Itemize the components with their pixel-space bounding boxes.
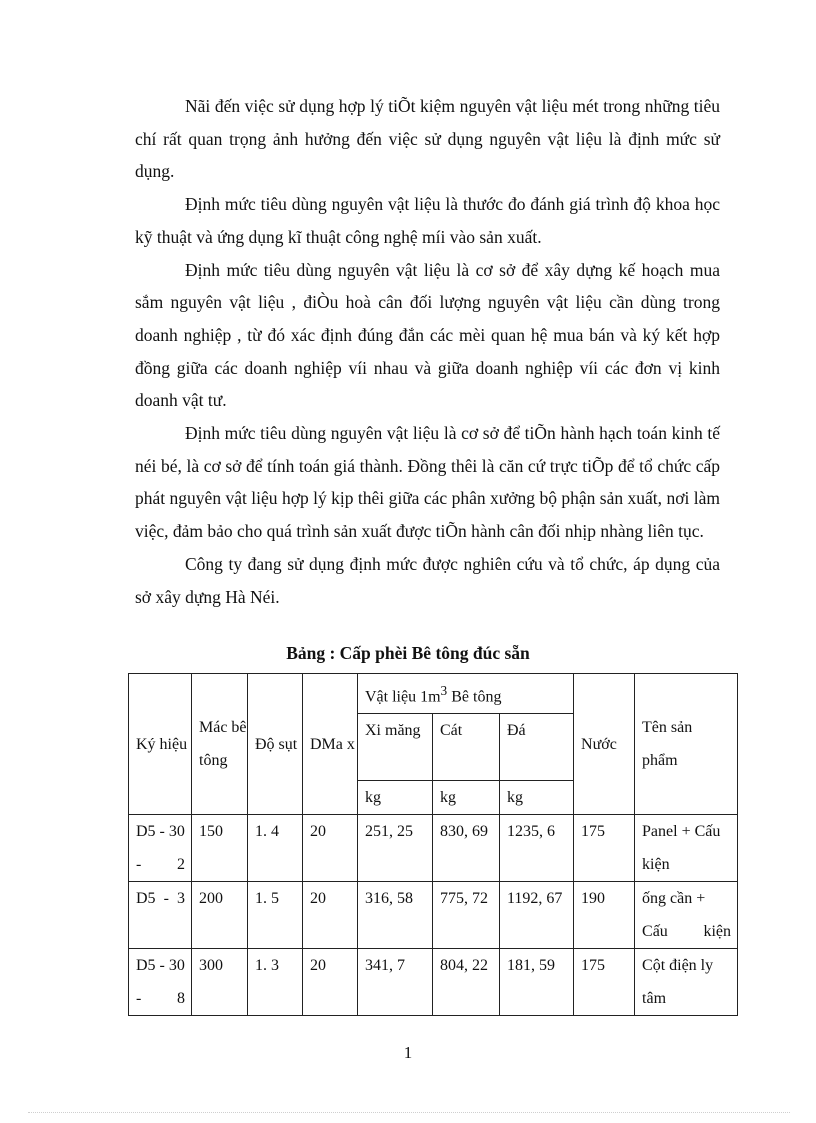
cell-san-pham: Cột điện ly tâm <box>635 949 738 1016</box>
unit-cat: kg <box>433 781 500 815</box>
paragraph-5: Công ty đang sử dụng định mức được nghiên cứu và tổ chức, áp dụng của sở xây dựng Hà Néi. <box>135 553 720 607</box>
unit-da: kg <box>500 781 574 815</box>
table-row <box>129 949 738 1016</box>
cell-do-sut: 1. 5 <box>248 882 303 949</box>
cell-da: 1192, 67 <box>500 882 574 949</box>
header-da: Đá <box>500 714 574 781</box>
cell-xi-mang: 316, 58 <box>358 882 433 949</box>
cell-ky-hieu: D5 - 30 - 8 <box>129 949 192 1016</box>
footer-divider <box>28 1112 790 1113</box>
cell-do-sut: 1. 4 <box>248 815 303 882</box>
cell-mac: 150 <box>192 815 248 882</box>
unit-xi-mang: kg <box>358 781 433 815</box>
cell-mac: 200 <box>192 882 248 949</box>
cell-cat: 804, 22 <box>433 949 500 1016</box>
header-nuoc: Nước <box>574 674 635 815</box>
table-row <box>129 882 738 949</box>
header-cat: Cát <box>433 714 500 781</box>
cell-cat: 830, 69 <box>433 815 500 882</box>
page-number: 1 <box>403 1043 413 1062</box>
cell-dmax: 20 <box>303 815 358 882</box>
cell-nuoc: 175 <box>574 815 635 882</box>
paragraph-2: Định mức tiêu dùng nguyên vật liệu là thước đo đánh giá trình độ khoa học kỹ thuật và ứng dụng kĩ thuật công nghệ míi vào sản xuất. <box>135 194 720 247</box>
header-mac-be-tong: Mác bê tông <box>192 674 248 815</box>
header-ten-san-pham: Tên sản phẩm <box>635 674 738 815</box>
header-dmax: DMa x <box>303 674 358 815</box>
cell-ky-hieu: D5 - 30 - 2 <box>129 815 192 882</box>
cell-san-pham: Panel + Cấu kiện <box>635 815 738 882</box>
cell-mac: 300 <box>192 949 248 1016</box>
cell-dmax: 20 <box>303 882 358 949</box>
cell-xi-mang: 251, 25 <box>358 815 433 882</box>
cell-xi-mang: 341, 7 <box>358 949 433 1016</box>
cell-dmax: 20 <box>303 949 358 1016</box>
header-do-sut: Độ sụt <box>248 674 303 815</box>
table-caption: Bảng : Cấp phèi Bê tông đúc sẵn <box>286 643 530 663</box>
header-vat-lieu: Vật liệu $1m^3$ Bê tông <box>358 674 574 714</box>
cell-do-sut: 1. 3 <box>248 949 303 1016</box>
cell-cat: 775, 72 <box>433 882 500 949</box>
cell-nuoc: 190 <box>574 882 635 949</box>
table-header-row-1 <box>129 674 738 714</box>
paragraph-3: Định mức tiêu dùng nguyên vật liệu là cơ sở để xây dựng kế hoạch mua sắm nguyên vật liệu , điÒu hoà cân đối lượng nguyên vật liệu cần dùng trong doanh nghiệp , từ đó xác định đúng đắn các mèi quan hệ mua bán và ký kết hợp đồng giữa các doanh nghiệp víi nhau và giữa doanh nghiệp víi các đơn vị kinh doanh vật tư. <box>135 259 720 411</box>
cell-ky-hieu: D5 - 3 <box>129 882 192 949</box>
cell-da: 181, 59 <box>500 949 574 1016</box>
cell-da: 1235, 6 <box>500 815 574 882</box>
cell-san-pham: ống cần + Cấu kiện <box>635 882 738 949</box>
header-ky-hieu: Ký hiệu <box>129 674 192 815</box>
body-text <box>135 90 720 613</box>
table-row <box>129 815 738 882</box>
cell-nuoc: 175 <box>574 949 635 1016</box>
paragraph-1: Nãi đến việc sử dụng hợp lý tiÕt kiệm nguyên vật liệu mét trong những tiêu chí rất quan trọng ảnh hưởng đến việc sử dụng nguyên vật liệu là định mức sử dụng. <box>135 96 720 182</box>
concrete-mix-table <box>128 673 738 1016</box>
header-xi-mang: Xi măng <box>358 714 433 781</box>
paragraph-4: Định mức tiêu dùng nguyên vật liệu là cơ sở để tiÕn hành hạch toán kinh tế néi bé, là cơ sở để tính toán giá thành. Đồng thêi là căn cứ trực tiÕp để tổ chức cấp phát nguyên vật liệu hợp lý kịp thêi giữa các phân xưởng bộ phận sản xuất, nơi làm việc, đảm bảo cho quá trình sản xuất được tiÕn hành cân đối nhịp nhàng liên tục. <box>135 423 720 542</box>
